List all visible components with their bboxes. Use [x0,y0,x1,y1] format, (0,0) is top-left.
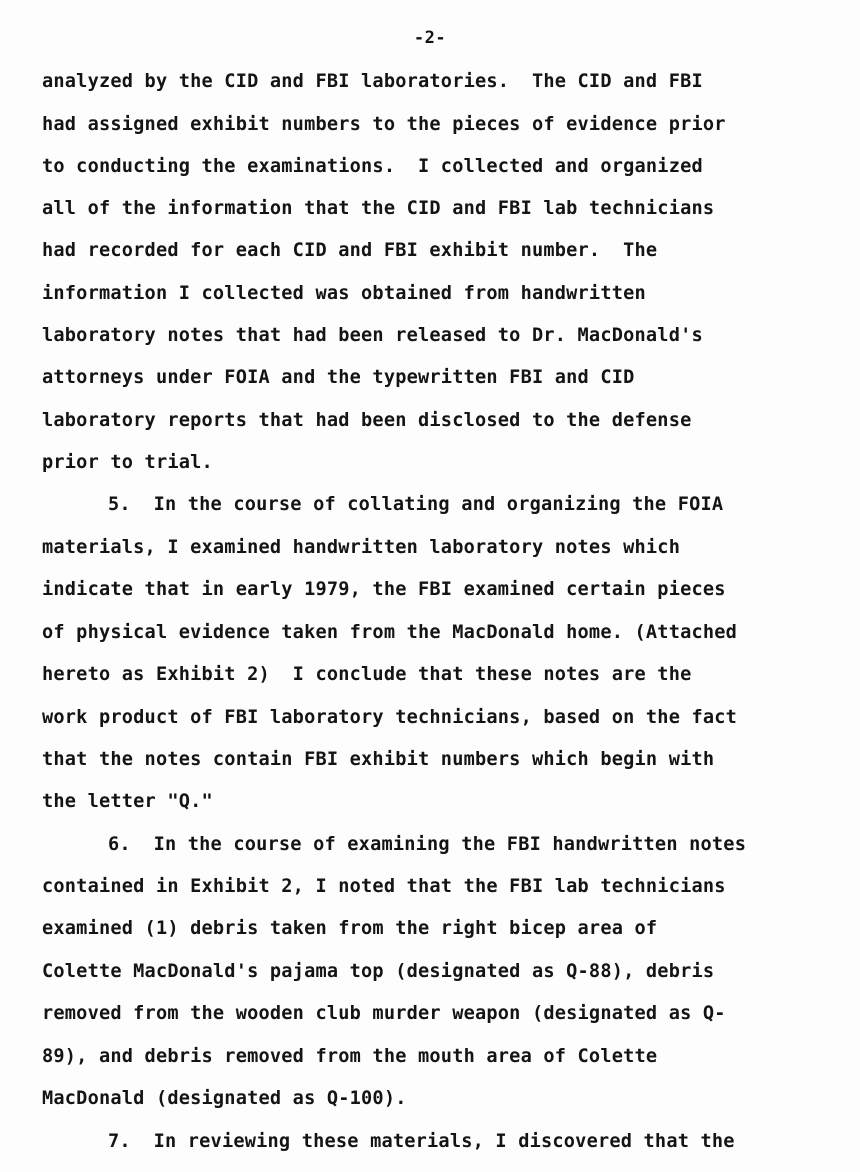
text-line: contained in Exhibit 2, I noted that the FBI lab technicians [42,876,726,897]
text-line: Colette MacDonald's pajama top (designated as Q-88), debris [42,961,715,982]
text-line: that the notes contain FBI exhibit numbers which begin with [42,749,715,770]
text-line: 89), and debris removed from the mouth area of Colette [42,1046,658,1067]
text-line: removed from the wooden club murder weapon (designated as Q- [42,1003,726,1024]
text-line: work product of FBI laboratory technicians, based on the fact [42,707,738,728]
text-line: had recorded for each CID and FBI exhibit number. The [42,240,658,261]
text-line: indicate that in early 1979, the FBI examined certain pieces [42,579,726,600]
text-line: had assigned exhibit numbers to the pieces of evidence prior [42,114,726,135]
text-line: of physical evidence taken from the MacDonald home. (Attached [42,622,738,643]
paragraph-6-first-line: 6. In the course of examining the FBI handwritten notes [108,834,747,855]
text-line: to conducting the examinations. I collected and organized [42,156,703,177]
text-line: all of the information that the CID and FBI lab technicians [42,198,715,219]
text-line: laboratory notes that had been released to Dr. MacDonald's [42,325,703,346]
page-number: -2- [413,28,447,48]
text-line: prior to trial. [42,452,213,473]
text-line: analyzed by the CID and FBI laboratories. The CID and FBI [42,71,703,92]
text-line: attorneys under FOIA and the typewritten FBI and CID [42,367,635,388]
text-line: materials, I examined handwritten laboratory notes which [42,537,681,558]
text-line: laboratory reports that had been disclosed to the defense [42,410,692,431]
text-line: information I collected was obtained from handwritten [42,283,646,304]
paragraph-5-first-line: 5. In the course of collating and organizing the FOIA [108,494,724,515]
text-line: MacDonald (designated as Q-100). [42,1088,407,1109]
text-line: the letter "Q." [42,791,213,812]
text-line: examined (1) debris taken from the right bicep area of [42,918,658,939]
text-line: hereto as Exhibit 2) I conclude that these notes are the [42,664,692,685]
paragraph-7-first-line: 7. In reviewing these materials, I discovered that the [108,1131,735,1152]
